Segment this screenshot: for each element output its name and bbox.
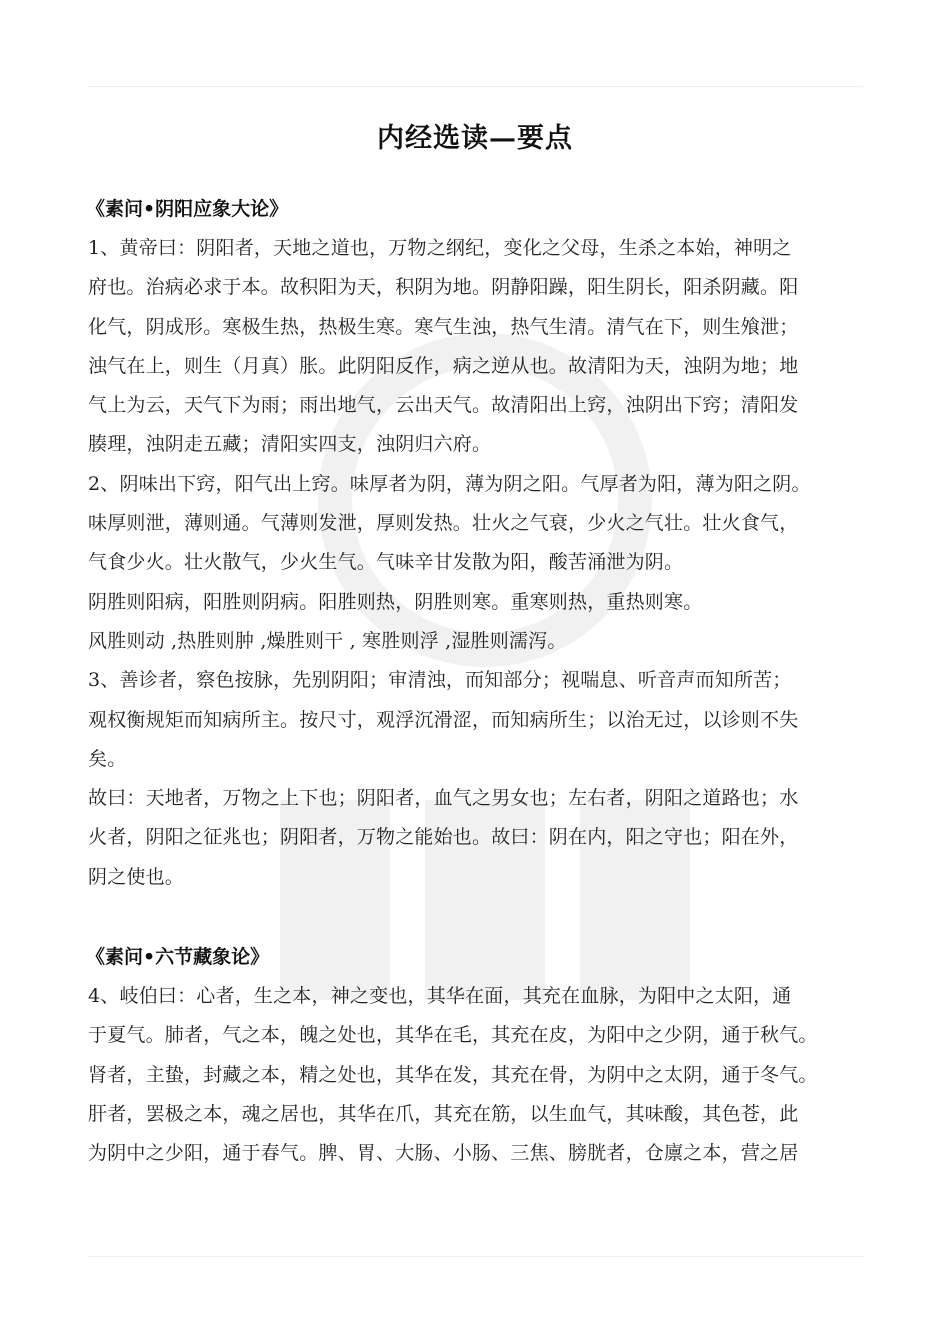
text-line: 府也。治病必求于本。故积阳为天，积阴为地。阴静阳躁，阳生阴长，阳杀阴藏。阳	[88, 276, 799, 299]
text-line: 腠理，浊阴走五藏；清阳实四支，浊阴归六府。	[88, 433, 492, 456]
text-line: 火者，阴阳之征兆也；阴阳者，万物之能始也。故曰：阴在内，阳之守也；阳在外，	[88, 826, 799, 849]
text-line: 4、岐伯曰：心者，生之本，神之变也，其华在面，其充在血脉，为阳中之太阳，通	[88, 985, 792, 1008]
text-line: 观权衡规矩而知病所主。按尺寸，观浮沉滑涩，而知病所生；以治无过，以诊则不失	[88, 708, 799, 731]
text-line: 气食少火。壮火散气，少火生气。气味辛甘发散为阳，酸苦涌泄为阴。	[88, 551, 684, 574]
text-line: 风胜则动 ,热胜则肿 ,燥胜则干 , 寒胜则浮 ,湿胜则濡泻。	[88, 629, 567, 652]
text-line: 阴之使也。	[88, 865, 185, 888]
text-line: 味厚则泄，薄则通。气薄则发泄，厚则发热。壮火之气衰，少火之气壮。壮火食气，	[88, 512, 799, 535]
text-line: 3、善诊者，察色按脉，先别阴阳；审清浊，而知部分；视喘息、听音声而知所苦；	[88, 669, 792, 692]
text-line: 肾者，主蛰，封藏之本，精之处也，其华在发，其充在骨，为阴中之太阴，通于冬气。	[88, 1063, 818, 1086]
document-body	[88, 190, 888, 1174]
text-line: 肝者，罢极之本，魂之居也，其华在爪，其充在筋，以生血气，其味酸，其色苍，此	[88, 1102, 799, 1125]
section-spacer	[88, 897, 888, 938]
text-line: 故曰：天地者，万物之上下也；阴阳者，血气之男女也；左右者，阴阳之道路也；水	[88, 787, 799, 810]
document-title: 内经选读—要点	[377, 123, 573, 154]
page-bottom-rule	[88, 1256, 863, 1257]
text-line: 气上为云，天气下为雨；雨出地气，云出天气。故清阳出上窍，浊阴出下窍；清阳发	[88, 394, 799, 417]
text-line: 浊气在上，则生（月真）胀。此阴阳反作，病之逆从也。故清阳为天，浊阴为地；地	[88, 354, 799, 377]
text-line: 2、阴味出下窍，阳气出上窍。味厚者为阴，薄为阴之阳。气厚者为阳，薄为阳之阴。	[88, 472, 811, 495]
text-line: 阴胜则阳病，阳胜则阴病。阳胜则热，阴胜则寒。重寒则热，重热则寒。	[88, 590, 703, 613]
text-line: 为阴中之少阳，通于春气。脾、胃、大肠、小肠、三焦、膀胱者，仓廪之本，营之居	[88, 1142, 799, 1165]
text-line: 1、黄帝曰：阴阳者，天地之道也，万物之纲纪，变化之父母，生杀之本始，神明之	[88, 237, 792, 259]
text-line: 矣。	[88, 747, 127, 770]
page-top-rule	[88, 86, 863, 87]
text-line: 化气，阴成形。寒极生热，热极生寒。寒气生浊，热气生清。清气在下，则生飧泄；	[88, 315, 799, 338]
section-heading: 《素问•阴阳应象大论》	[86, 198, 289, 220]
section-heading: 《素问•六节藏象论》	[86, 946, 270, 969]
text-line: 于夏气。肺者，气之本，魄之处也，其华在毛，其充在皮，为阳中之少阴，通于秋气。	[88, 1024, 818, 1047]
